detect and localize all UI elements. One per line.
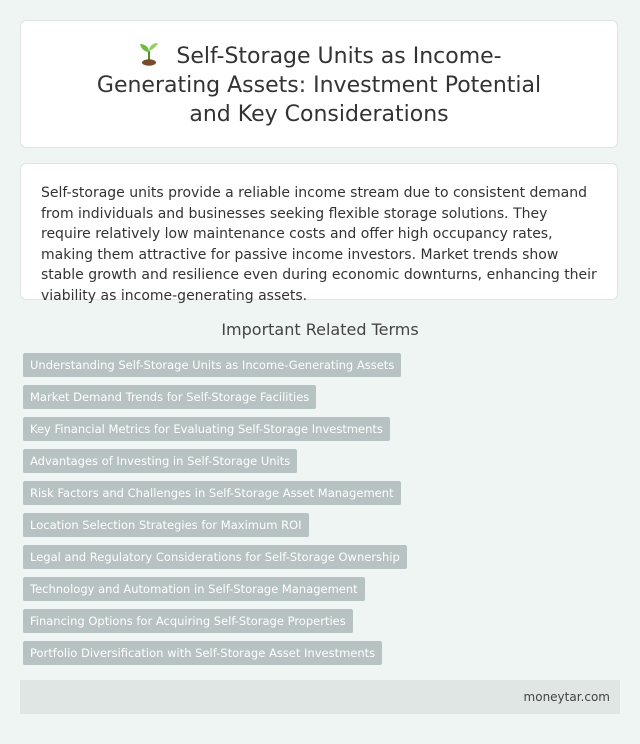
- summary-card: [20, 163, 618, 304]
- related-term-tag[interactable]: Advantages of Investing in Self-Storage Units: [23, 449, 297, 473]
- footer: [20, 680, 620, 714]
- related-term-tag[interactable]: Understanding Self-Storage Units as Income-Generating Assets: [23, 353, 401, 377]
- related-terms-heading: Important Related Terms: [221, 320, 419, 339]
- related-term-tag[interactable]: Legal and Regulatory Considerations for Self-Storage Ownership: [23, 545, 407, 569]
- related-term-tag[interactable]: Technology and Automation in Self-Storage Management: [23, 577, 365, 601]
- related-term-tag[interactable]: Location Selection Strategies for Maximum ROI: [23, 513, 309, 537]
- footer-site-link[interactable]: moneytar.com: [523, 690, 610, 704]
- summary-text: Self-storage units provide a reliable income stream due to consistent demand from individuals and businesses seeking flexible storage solutions. They require relatively low maintenance costs and offer high occupancy rates, making them attractive for passive income investors. Market trends show stable growth and resilience even during economic downturns, enhancing their viability as income-generating assets.: [41, 185, 597, 304]
- related-term-tag[interactable]: Financing Options for Acquiring Self-Storage Properties: [23, 609, 353, 633]
- related-term-tag[interactable]: Risk Factors and Challenges in Self-Storage Asset Management: [23, 481, 401, 505]
- sprout-icon: [136, 40, 162, 66]
- related-term-tag[interactable]: Market Demand Trends for Self-Storage Facilities: [23, 385, 316, 409]
- page-title-text: Self-Storage Units as Income-Generating Assets: Investment Potential and Key Considerations: [96, 43, 542, 127]
- related-term-tag[interactable]: Portfolio Diversification with Self-Storage Asset Investments: [23, 641, 382, 665]
- related-term-tag[interactable]: Key Financial Metrics for Evaluating Self-Storage Investments: [23, 417, 390, 441]
- title-card: [20, 20, 618, 148]
- related-terms-list: [23, 353, 617, 673]
- page-title: [79, 40, 559, 129]
